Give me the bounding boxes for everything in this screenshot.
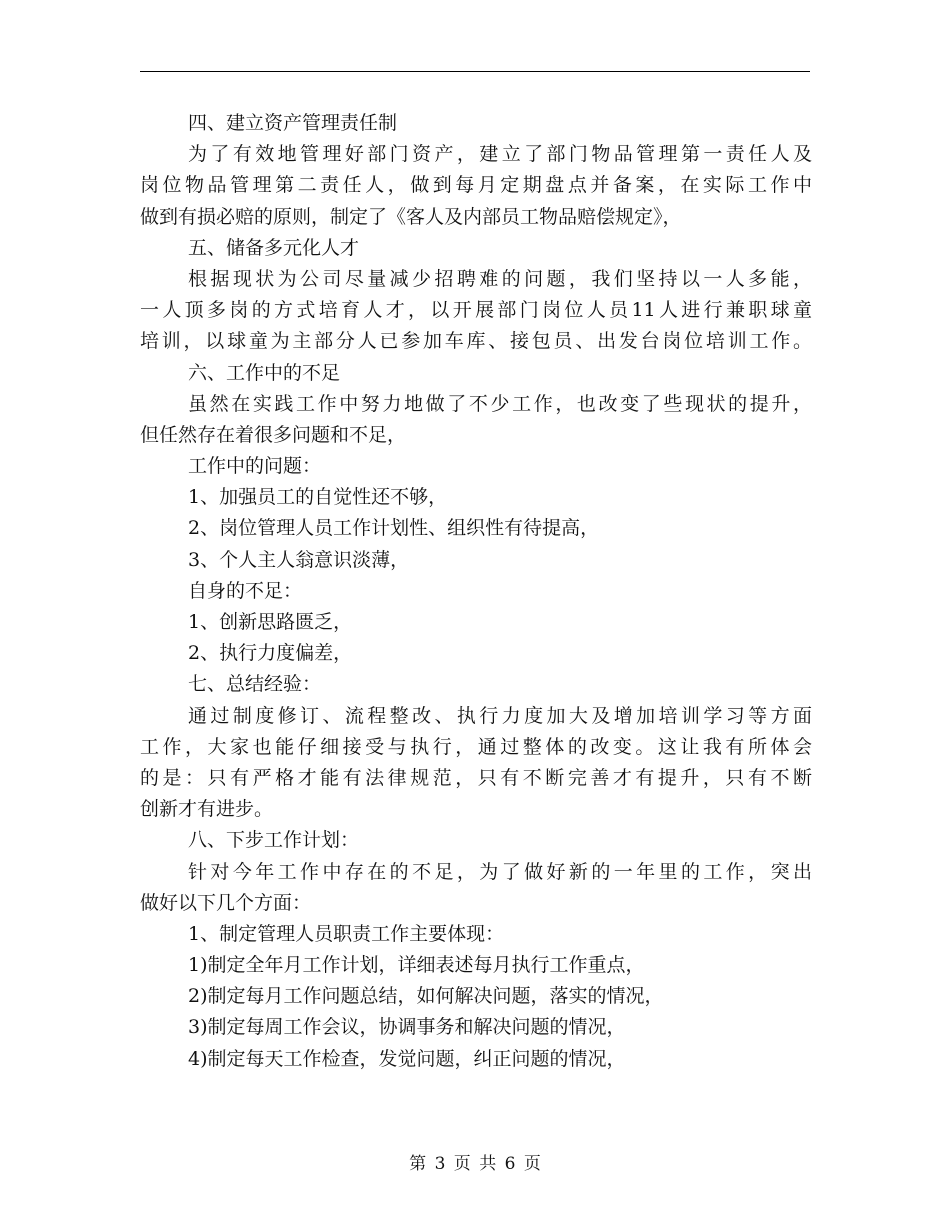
list-item: 3)制定每周工作会议，协调事务和解决问题的情况， (188, 1016, 626, 1039)
list-item: 1、制定管理人员职责工作主要体现： (188, 922, 505, 945)
paragraph-line: 根据现状为公司尽量减少招聘难的问题，我们坚持以一人多能， (188, 267, 812, 290)
paragraph-line: 创新才有进步。 (140, 798, 274, 821)
paragraph-line: 通过制度修订、流程整改、执行力度加大及增加培训学习等方面 (188, 704, 812, 727)
list-item: 2、岗位管理人员工作计划性、组织性有待提高， (188, 517, 600, 540)
section-heading: 七、总结经验： (188, 673, 322, 696)
paragraph-line: 培训，以球童为主部分人已参加车库、接包员、出发台岗位培训工作。 (140, 330, 812, 353)
header-rule (140, 71, 810, 72)
list-item: 1、创新思路匮乏， (188, 611, 353, 633)
paragraph-line: 针对今年工作中存在的不足，为了做好新的一年里的工作，突出 (188, 860, 812, 883)
paragraph-line: 一人顶多岗的方式培育人才，以开展部门岗位人员11人进行兼职球童 (140, 299, 812, 322)
list-item: 1、加强员工的自觉性还不够， (188, 486, 448, 509)
paragraph-line: 但任然存在着很多问题和不足， (140, 423, 407, 446)
subheading: 自身的不足： (188, 579, 303, 602)
list-item: 1)制定全年月工作计划，详细表述每月执行工作重点， (188, 954, 645, 977)
subheading: 工作中的问题： (188, 455, 322, 478)
paragraph-line: 工作，大家也能仔细接受与执行，通过整体的改变。这让我有所体会 (140, 735, 812, 758)
paragraph-line: 的是：只有严格才能有法律规范，只有不断完善才有提升，只有不断 (140, 766, 812, 789)
paragraph-line: 岗位物品管理第二责任人，做到每月定期盘点并备案，在实际工作中 (140, 174, 812, 197)
paragraph-line: 虽然在实践工作中努力地做了不少工作，也改变了些现状的提升， (188, 392, 812, 415)
list-item: 2)制定每月工作问题总结，如何解决问题，落实的情况， (188, 985, 664, 1008)
list-item: 2、执行力度偏差， (188, 642, 353, 665)
paragraph-line: 为了有效地管理好部门资产，建立了部门物品管理第一责任人及 (188, 143, 812, 166)
section-heading: 八、下步工作计划： (188, 829, 360, 852)
list-item: 4)制定每天工作检查，发觉问题，纠正问题的情况， (188, 1047, 626, 1070)
section-heading: 四、建立资产管理责任制 (188, 112, 398, 134)
paragraph-line: 做好以下几个方面： (140, 891, 312, 914)
paragraph-line: 做到有损必赔的原则，制定了《客人及内部员工物品赔偿规定》， (140, 205, 682, 228)
list-item: 3、个人主人翁意识淡薄， (188, 548, 410, 571)
section-heading: 五、储备多元化人才 (188, 236, 360, 259)
section-heading: 六、工作中的不足 (188, 361, 341, 384)
page-number-footer: 第 3 页 共 6 页 (409, 1154, 541, 1174)
document-body (140, 108, 812, 1075)
